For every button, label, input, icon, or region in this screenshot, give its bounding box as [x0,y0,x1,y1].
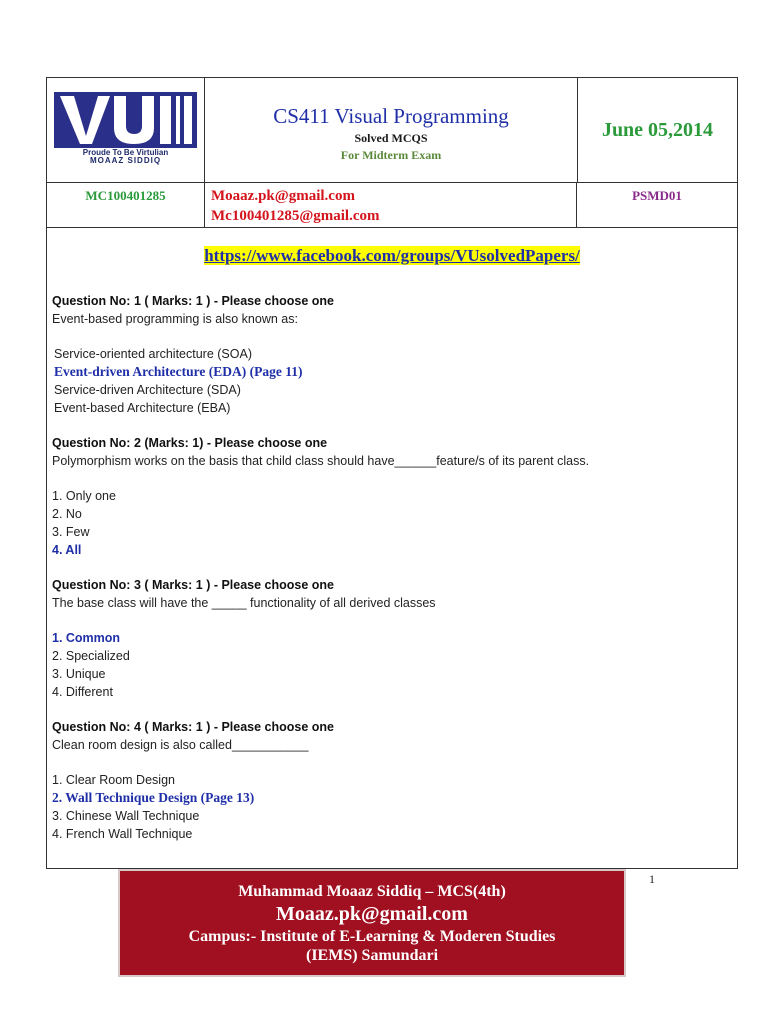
option: 4. Different [52,685,113,699]
option: 4. French Wall Technique [52,827,193,841]
option: 3. Unique [52,667,106,681]
exam-date: June 05,2014 [601,118,714,141]
course-title: CS411 Visual Programming [273,104,509,128]
code-cell [577,183,737,227]
title-cell [205,78,578,182]
email-2[interactable]: Mc100401285@gmail.com [211,208,380,224]
content-frame [46,226,738,869]
question-text: Event-based programming is also known as: [52,312,298,326]
footer-email: Moaaz.pk@gmail.com [276,903,468,925]
question-title: Question No: 2 (Marks: 1) - Please choose one [52,436,328,450]
option: 3. Few [52,525,90,539]
question-text: The base class will have the _____ functionality of all derived classes [52,596,436,610]
questions-list [52,292,722,843]
emails-cell [205,183,577,227]
option-answer: 4. All [52,543,82,557]
option: Service-driven Architecture (SDA) [54,383,241,397]
option: Service-oriented architecture (SOA) [54,347,252,361]
question-title: Question No: 3 ( Marks: 1 ) - Please choose one [52,578,335,592]
option: 3. Chinese Wall Technique [52,809,200,823]
footer-campus: Campus:- Institute of E-Learning & Moderen Studies [188,928,556,945]
email-1[interactable]: Moaaz.pk@gmail.com [211,188,355,204]
doc-code: PSMD01 [632,188,682,203]
course-subtitle: Solved MCQS [354,131,428,145]
facebook-link[interactable] [47,246,737,266]
question-title: Question No: 1 ( Marks: 1 ) - Please choose one [52,294,335,308]
date-cell [578,78,737,182]
page-number: 1 [649,872,655,886]
question-title: Question No: 4 ( Marks: 1 ) - Please choose one [52,720,335,734]
logo-tagline-1: Proude To Be Virtulian [82,148,169,157]
option: 1. Only one [52,489,116,503]
option: Event-based Architecture (EBA) [54,401,231,415]
vu-logo-icon [54,92,197,148]
option-answer: 2. Wall Technique Design (Page 13) [52,790,255,805]
logo-tagline-2: MOAAZ SIDDIQ [89,156,162,165]
facebook-link-text[interactable]: https://www.facebook.com/groups/VUsolvedPapers/ [204,246,580,265]
option-answer: 1. Common [52,631,121,645]
option: 2. Specialized [52,649,130,663]
question-text: Polymorphism works on the basis that child class should have______feature/s of its parent class. [52,454,590,468]
student-id: MC100401285 [85,188,166,203]
header-table [46,77,738,228]
footer-campus-location: (IEMS) Samundari [305,947,439,964]
student-id-cell [47,183,205,227]
question-text: Clean room design is also called___________ [52,738,309,752]
footer-author: Muhammad Moaaz Siddiq – MCS(4th) [238,883,506,900]
logo-cell [47,78,205,182]
option: 2. No [52,507,82,521]
vu-logo [54,92,197,168]
option: 1. Clear Room Design [52,773,175,787]
footer-banner [118,869,626,977]
option-answer: Event-driven Architecture (EDA) (Page 11) [54,364,303,379]
course-subtitle-2: For Midterm Exam [340,148,442,162]
